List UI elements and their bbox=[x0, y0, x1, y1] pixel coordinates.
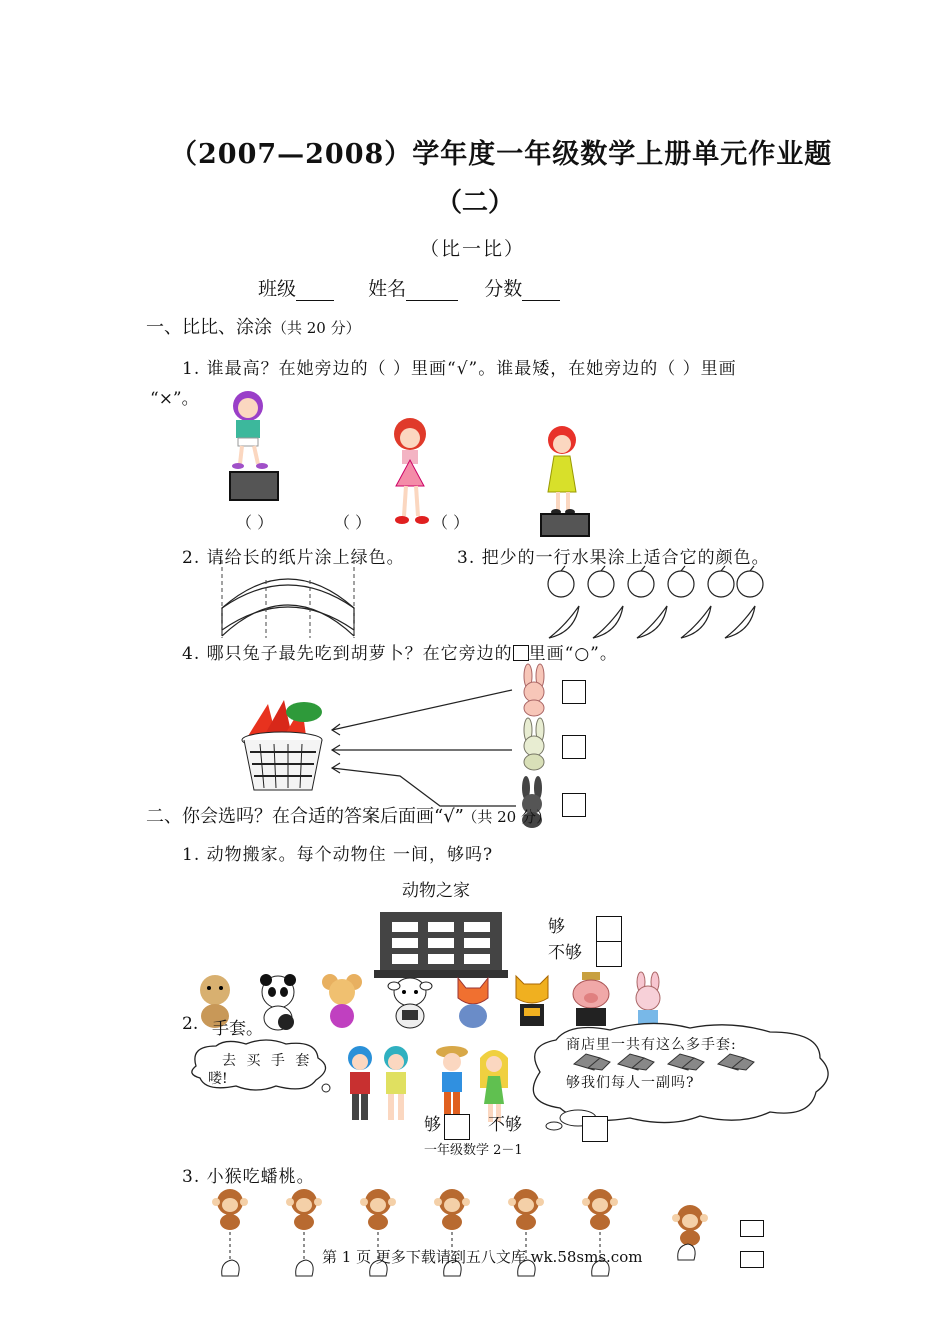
q3-enough-box[interactable] bbox=[740, 1220, 764, 1237]
child-figure bbox=[340, 1044, 380, 1126]
bubble-right-line-1: 商店里一共有这么多手套: bbox=[566, 1037, 737, 1053]
banana-row[interactable] bbox=[545, 604, 765, 642]
house-title: 动物之家 bbox=[402, 881, 470, 901]
class-field[interactable] bbox=[296, 282, 334, 301]
rabbit-answer-box-2[interactable] bbox=[562, 735, 586, 759]
rabbit-answer-box-1[interactable] bbox=[562, 680, 586, 704]
rabbit-paths bbox=[320, 680, 520, 810]
question-2-text: 2. 请给长的纸片涂上绿色。 bbox=[182, 548, 405, 568]
score-field[interactable] bbox=[522, 282, 560, 301]
q2-enough-box[interactable] bbox=[444, 1114, 470, 1140]
not-enough-box[interactable] bbox=[596, 941, 622, 967]
bubble-left-line-1: 去 买 手 套 bbox=[222, 1053, 313, 1069]
building-icon bbox=[374, 910, 508, 978]
question-1-text-cont: “×”。 bbox=[150, 389, 199, 409]
pedestal-3 bbox=[540, 513, 590, 537]
question-4-text: 4. 哪只兔子最先吃到胡萝卜？在它旁边的 里画“○”。 bbox=[182, 644, 618, 664]
not-enough-label: 不够 bbox=[548, 943, 582, 963]
q3-not-enough-box[interactable] bbox=[740, 1251, 764, 1268]
section-2-heading: 二、你会选吗？在合适的答案后面画“√” （共 20 分） bbox=[146, 806, 551, 827]
enough-box[interactable] bbox=[596, 916, 622, 942]
girl-figure bbox=[540, 424, 586, 518]
animal-face bbox=[452, 974, 494, 1030]
apple-row[interactable] bbox=[545, 568, 765, 600]
s2-question-1-text: 1. 动物搬家。每个动物住 一间，够吗? bbox=[182, 845, 494, 865]
question-3-text: 3. 把少的一行水果涂上适合它的颜色。 bbox=[457, 548, 770, 568]
monkey-peach-row bbox=[208, 1188, 708, 1284]
name-field[interactable] bbox=[406, 282, 458, 301]
s2-question-2-number: 2. bbox=[182, 1014, 199, 1034]
student-info-line bbox=[258, 274, 560, 301]
rabbit-icon bbox=[516, 664, 552, 716]
q2-not-enough-label: 不够 bbox=[488, 1115, 522, 1135]
score-label: 分数 bbox=[484, 278, 523, 300]
girl-figure bbox=[222, 388, 282, 472]
question-1-text: 1. 谁最高？在她旁边的（ ）里画“√”。谁最矮，在她旁边的（ ）里画 bbox=[182, 359, 737, 379]
animal-face bbox=[386, 974, 434, 1030]
answer-paren-1[interactable]: （ ） bbox=[236, 513, 274, 532]
inline-box bbox=[513, 645, 529, 661]
q2-not-enough-box[interactable] bbox=[582, 1116, 608, 1142]
answer-paren-2[interactable]: （ ） bbox=[334, 513, 372, 532]
rabbit-answer-box-3[interactable] bbox=[562, 793, 586, 817]
page-code: 一年级数学 2－1 bbox=[424, 1143, 523, 1158]
class-label: 班级 bbox=[258, 278, 297, 300]
footer-text: 第 1 页 更多下载请到五八文库 wk.58sms.com bbox=[322, 1248, 643, 1266]
glove-icon bbox=[570, 1050, 770, 1072]
pedestal-1 bbox=[229, 471, 279, 501]
bubble-left-line-2: 喽! bbox=[208, 1071, 228, 1087]
peach-icon bbox=[222, 1260, 239, 1276]
unit-title: （比一比） bbox=[420, 238, 526, 260]
paper-strips[interactable] bbox=[218, 560, 358, 638]
s2-question-2-tail: 手套。 bbox=[212, 1019, 263, 1039]
bubble-right-line-2: 够我们每人一副吗? bbox=[566, 1075, 695, 1091]
section-1-heading: 一、比比、涂涂（共 20 分） bbox=[146, 317, 361, 338]
girl-figure bbox=[386, 416, 436, 528]
answer-paren-3[interactable]: （ ） bbox=[432, 513, 470, 532]
carrot-basket bbox=[240, 696, 330, 796]
page-subtitle: （二） bbox=[436, 188, 515, 218]
monkey-icon bbox=[212, 1189, 248, 1230]
page-title: （2007—2008）学年度一年级数学上册单元作业题 bbox=[170, 139, 833, 170]
rabbit-icon bbox=[516, 718, 552, 772]
enough-label: 够 bbox=[548, 917, 565, 937]
animal-face bbox=[320, 972, 364, 1030]
q2-enough-label: 够 bbox=[424, 1115, 441, 1135]
child-figure bbox=[378, 1044, 414, 1126]
name-label: 姓名 bbox=[368, 278, 407, 300]
s2-question-3-text: 3. 小猴吃蟠桃。 bbox=[182, 1167, 315, 1187]
